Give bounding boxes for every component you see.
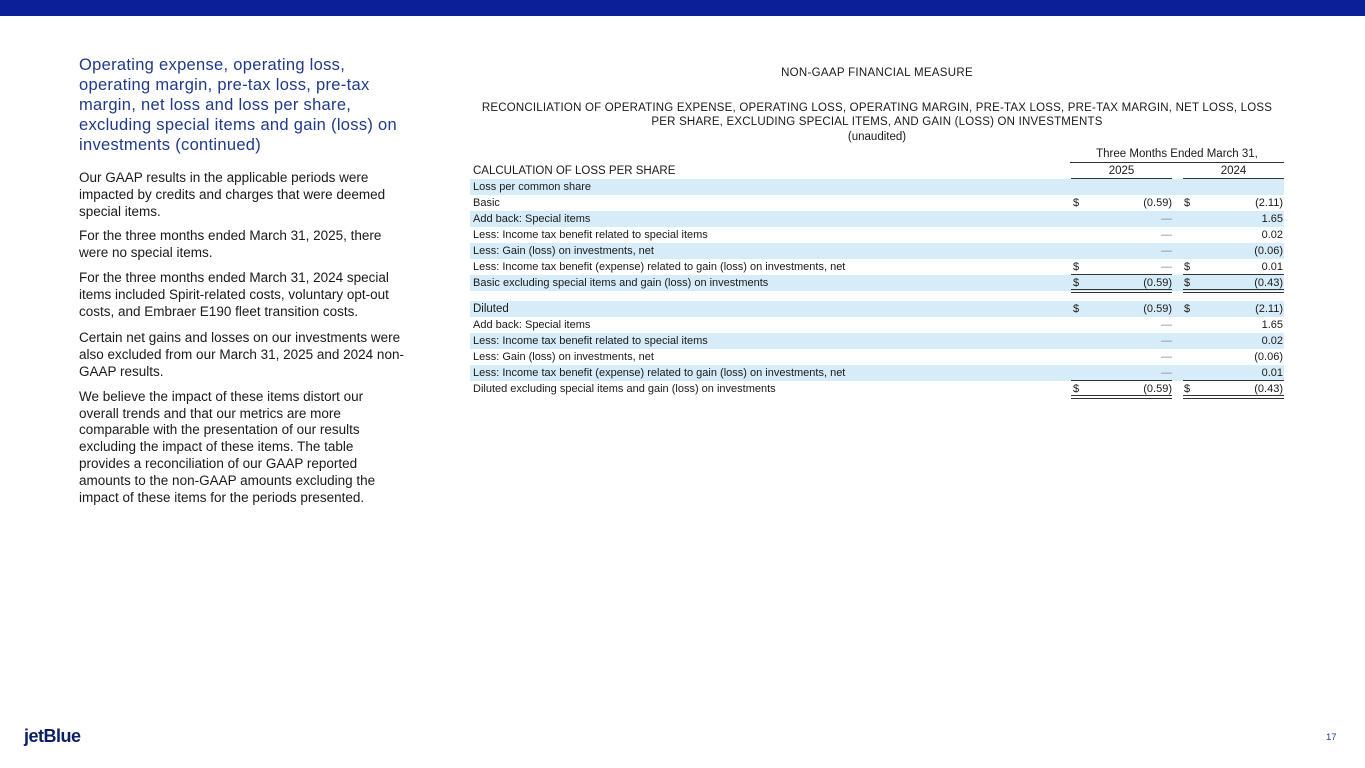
page-number: 17 — [1326, 732, 1337, 743]
table-row: Less: Gain (loss) on investments, net — (0.06) — [473, 351, 1283, 363]
double-underline — [1183, 395, 1284, 399]
section-heading: Operating expense, operating loss, operating margin, pre-tax loss, pre-tax margin, net loss and loss per share, excluding special items and gain (loss) on investments (continued) — [79, 56, 398, 154]
double-underline — [1071, 289, 1172, 293]
paragraph: For the three months ended March 31, 2024 special items included Spirit-related costs, voluntary opt-out costs, and Embraer E190 fleet transition costs. — [79, 269, 389, 319]
double-underline — [1183, 289, 1284, 293]
paragraph: For the three months ended March 31, 2025, there were no special items. — [79, 228, 382, 261]
year-2024-header: 2024 — [1183, 163, 1284, 179]
period-header: Three Months Ended March 31, — [1070, 147, 1284, 163]
table-title: NON-GAAP FINANCIAL MEASURE — [781, 67, 973, 79]
paragraph: Our GAAP results in the applicable periods were impacted by credits and charges that were deemed special items. — [79, 170, 386, 219]
table-row: Less: Income tax benefit related to special items — 0.02 — [473, 229, 1283, 241]
table-row: Basic excluding special items and gain (loss) on investments $ (0.59) $ (0.43) — [470, 275, 1284, 291]
table-row: Diluted $ (0.59) $ (2.11) — [470, 301, 1284, 317]
table-row: Diluted excluding special items and gain (loss) on investments $ (0.59) $ (0.43) — [470, 381, 1284, 397]
commentary-panel — [79, 55, 404, 514]
paragraph: Certain net gains and losses on our investments were also excluded from our March 31, 2025 and 2024 non-GAAP results. — [79, 330, 404, 379]
loss-per-share-table — [470, 163, 1284, 397]
unaudited-note: (unaudited) — [847, 131, 907, 143]
table-row: Add back: Special items — 1.65 — [470, 211, 1284, 227]
jetblue-logo: jetBlue — [24, 726, 81, 746]
table-row: Less: Gain (loss) on investments, net — (0.06) — [470, 243, 1284, 259]
top-banner — [0, 0, 1365, 16]
table-row: Basic $ (0.59) $ (2.11) — [473, 197, 1283, 209]
double-underline — [1071, 395, 1172, 399]
column-header-row — [470, 163, 1284, 179]
section-label: CALCULATION OF LOSS PER SHARE — [473, 165, 676, 177]
table-row: Less: Income tax benefit (expense) related to gain (loss) on investments, net $ — $ 0.01 — [473, 261, 1283, 273]
table-row: Loss per common share — [470, 179, 1284, 195]
table-subtitle: RECONCILIATION OF OPERATING EXPENSE, OPERATING LOSS, OPERATING MARGIN, PRE-TAX LOSS, PRE-TAX MARGIN, NET LOSS, LOSS PER SHARE, EXCLUDING SPECIAL ITEMS, AND GAIN (LOSS) ON INVESTMENTS — [481, 102, 1273, 128]
year-2025-header: 2025 — [1071, 163, 1172, 179]
table-row: Less: Income tax benefit (expense) related to gain (loss) on investments, net — 0.01 — [470, 365, 1284, 381]
paragraph: We believe the impact of these items distort our overall trends and that our metrics are more comparable with the presentation of our results excluding the impact of these items. The table provides a reconciliation of our GAAP reported amounts to the non-GAAP amounts excluding the impact of these items for the periods presented. — [79, 388, 376, 505]
table-row: Less: Income tax benefit related to special items — 0.02 — [470, 333, 1284, 349]
table-row: Add back: Special items — 1.65 — [473, 319, 1283, 331]
